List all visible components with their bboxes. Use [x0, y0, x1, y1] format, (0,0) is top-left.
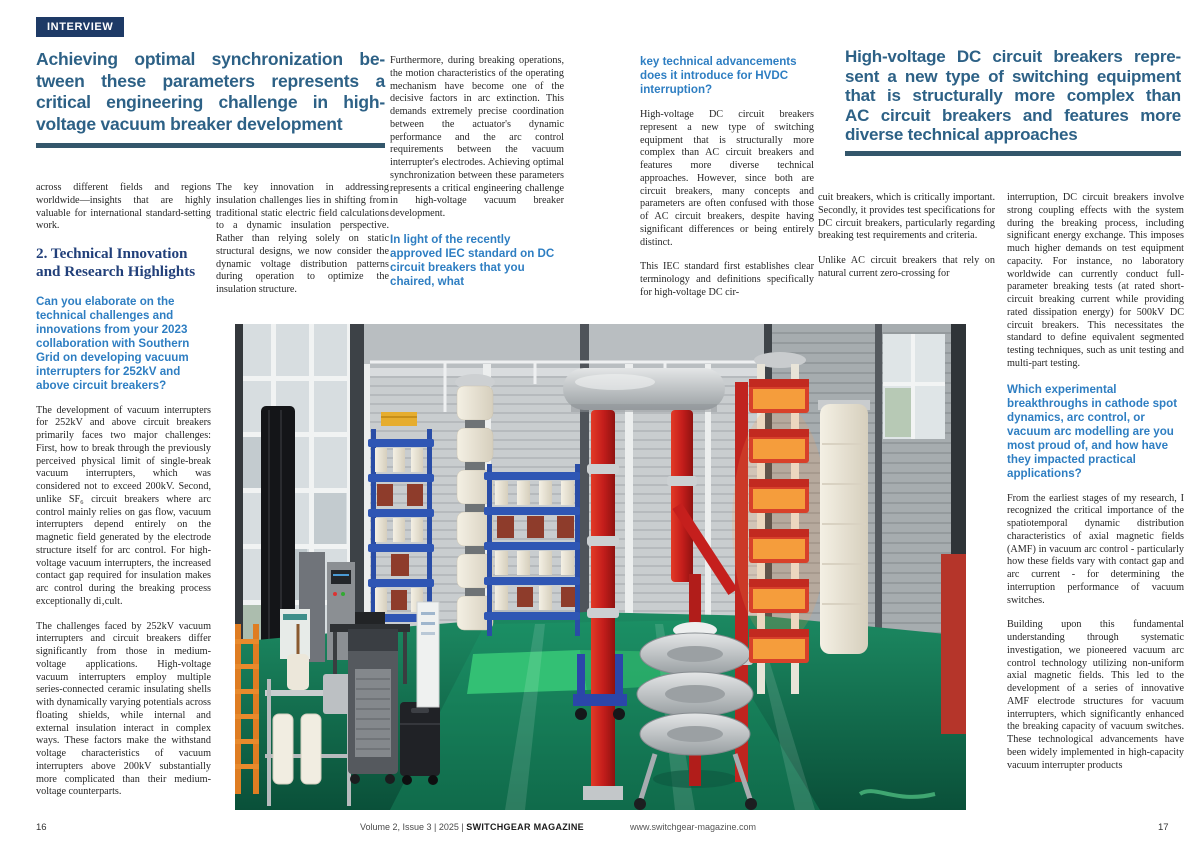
steel-column: [235, 324, 243, 669]
headline-line: Achieving optimal synchronization be-: [36, 49, 385, 69]
column-1: [36, 182, 211, 811]
section-heading: 2. Technical Innovation and Research Highlights: [36, 245, 196, 280]
paragraph: The development of vacuum interrupters for 252kV and above circuit breakers primarily faces two major challenges: First, how to break through the previously perceived physical limit of single-break vacuum interrupters, which was considered not to exceed 200kV. Second, unlike SF₆ circuit breakers where arc control mainly relies on gas flow, vacuum interrupters depend entirely on the magnetic field generated by the electrode structure itself for arc control. For high-voltage vacuum interrupters, the increased contact gap required for insulation makes arc control during the breaking process exceptionally di‚cult.: [36, 404, 211, 607]
paragraph: Unlike AC circuit breakers that rely on natural current zero-crossing for: [818, 255, 995, 279]
column-4: [640, 55, 814, 312]
paragraph: Building upon this fundamental understanding through systematic investigation, we pioneered vacuum arc control technology utilizing non-uniform axial magnetic fields. This led to the development of a series of innovative AMF electrode structures for vacuum interrupters, which significantly enhanced the breaking capacity of vacuum switches. These technological advancements have been widely implemented in high-capacity vacuum interrupter products: [1007, 619, 1184, 771]
paragraph: interruption, DC circuit breakers involve strong coupling effects with the system during the breaking process, including significant energy exchange. This imposes much higher demands on test equipment capacity. For instance, no laboratory worldwide can currently conduct full-parameter breaking tests (at rated short-circuit breaking current while providing rated dissipation energy) for 500kV DC circuit breakers. This necessitates the standard to define equivalent segmented testing techniques, such as unit testing and multi-part testing.: [1007, 192, 1184, 369]
red-column: [671, 410, 693, 582]
headline-line: tween these parameters represents a: [36, 70, 385, 91]
instrument-accent: [283, 614, 307, 620]
headline-rule-left: [36, 143, 385, 148]
cooler-unit: [348, 629, 398, 784]
interview-question: Can you elaborate on the technical challenges and innovations from your 2023 collaboration with Southern Grid on developing vacuum interrupters for 252kV and above circuit breakers?: [36, 294, 190, 392]
column-2: [216, 182, 389, 309]
headline-line: sent a new type of switching equipment: [845, 66, 1181, 86]
corner-window: [883, 334, 945, 439]
equipment-case: [400, 702, 440, 785]
paragraph: From the earliest stages of my research, I recognized the critical importance of the spatiotemporal dynamic distribution characteristics of axial magnetic fields (AMF) in vacuum arc control - particularly how these fields vary with contact gap and arc current - for determining the interruption performance of vacuum switches.: [1007, 492, 1184, 606]
paragraph: High-voltage DC circuit breakers represent a new type of switching equipment that is structurally more complex than AC circuit breakers and features more diverse technical approaches. However, since both are circuit breakers, many concepts and parameters are often confused with those of AC circuit breakers, despite having significant differences or being entirely distinct.: [640, 109, 814, 248]
interview-question: Which experimental breakthroughs in cathode spot dynamics, arc control, or vacuum arc modelling are you most proud of, and how have they impacted practical applications?: [1007, 382, 1178, 480]
right-page-headline: [845, 47, 1181, 145]
page-number-right: 17: [1158, 822, 1169, 833]
paragraph: This IEC standard first establishes clear terminology and definitions specifically for high-voltage DC cir-: [640, 261, 814, 298]
column-5: [818, 192, 995, 293]
footer-volume-text: Volume 2, Issue 3 | 2025 |: [360, 822, 464, 832]
headline-line: diverse technical approaches: [845, 125, 1078, 144]
paragraph: Furthermore, during breaking operations, the motion characteristics of the operating mechanism have become one of the decisive factors in arc extinction. This demands extremely precise coordination between the actuator's dynamic performance and the arc control requirements between the vacuum interrupter's electrodes. Achieving optimal synchronization between these parameters represents a critical engineering challenge in high-voltage vacuum breaker development.: [390, 55, 564, 219]
headline-line: High-voltage DC circuit breakers repre-: [845, 47, 1181, 66]
page-number-left: 16: [36, 822, 47, 833]
column-3: [390, 55, 564, 301]
interview-badge: INTERVIEW: [36, 17, 124, 37]
footer-magazine-name: SWITCHGEAR MAGAZINE: [466, 822, 584, 832]
lab-photo-illustration: [235, 324, 966, 810]
paragraph: across different fields and regions worldwide—insights that are highly valuable for international standard-setting work.: [36, 182, 211, 232]
paragraph: The challenges faced by 252kV vacuum interrupters and circuit breakers differ significantly from those in medium-voltage applications. High-voltage vacuum interrupters employ multiple series-connected ceramic insulating shells with dynamically varying potentials across floating shields, while internal and external insulation interact in complex ways. These factors make the withstand voltage characteristics of vacuum interrupters above 200kV substantially more complicated than their medium-voltage counterparts.: [36, 620, 211, 798]
interview-question: key technical advancements does it introduce for HVDC interruption?: [640, 55, 797, 96]
headline-rule-right: [845, 151, 1181, 156]
footer-website: www.switchgear-magazine.com: [630, 822, 757, 832]
lab-photo: [235, 324, 966, 810]
interview-question: In light of the recently approved IEC standard on DC circuit breakers that you chaired, what: [390, 232, 555, 288]
paragraph: The key innovation in addressing insulation challenges lies in shifting from traditional static electric field calculations to a dynamic insulation perspective. Rather than relying solely on static structural designs, we now consider the dynamic voltage distribution patterns during operation to optimize the insulation structure.: [216, 182, 389, 295]
left-page-headline: [36, 49, 385, 135]
sign-board: [417, 602, 439, 707]
headline-line: critical engineering challenge in high-: [36, 92, 385, 112]
paragraph: cuit breakers, which is critically important. Secondly, it provides test specifications for DC circuit breakers, particularly regarding breaking test requirements and criteria.: [818, 192, 995, 242]
headline-line: voltage vacuum breaker development: [36, 113, 343, 134]
column-6: [1007, 192, 1184, 784]
footer-volume: [360, 822, 584, 832]
headline-line: AC circuit breakers and features more: [845, 105, 1181, 125]
headline-line: that is structurally more complex than: [845, 86, 1181, 105]
